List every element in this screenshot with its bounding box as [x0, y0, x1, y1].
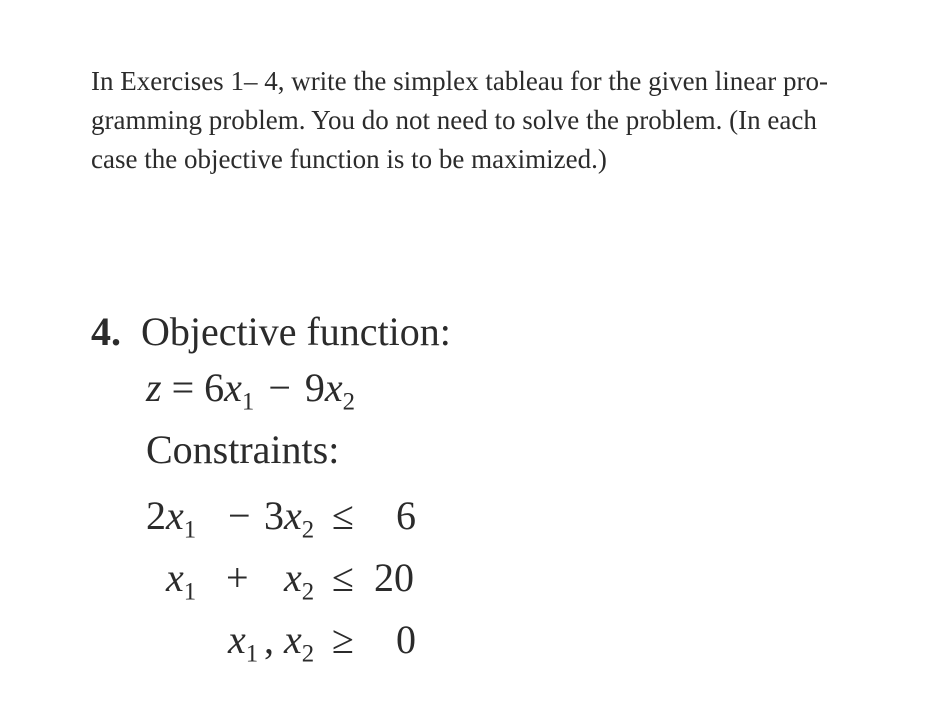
var-x1: x [224, 365, 242, 410]
objective-lhs: z [146, 365, 162, 410]
constraint-row [146, 490, 446, 542]
constraint-relation: ≤ [332, 493, 354, 538]
constraint-var1: $x_1$ [166, 555, 197, 606]
exercise-heading [91, 308, 451, 356]
constraint-relation: ≤ [332, 555, 354, 600]
constraint-var2: $x_2$ [284, 617, 315, 668]
minus-sign: − [268, 365, 291, 410]
constraint-coef2: 3 [264, 493, 284, 538]
objective-equation [146, 364, 356, 416]
objective-function-label: Objective function: [141, 309, 451, 354]
constraint-rhs: 6 [396, 493, 416, 538]
coef-x1: 6 [204, 365, 225, 410]
instructions-line-3: case the objective function is to be maximized.) [91, 144, 607, 174]
constraints-label: Constraints: [146, 427, 340, 472]
instructions-line-2: gramming problem. You do not need to solve the problem. (In each [91, 105, 817, 135]
sub-x1: 1 [241, 388, 255, 416]
coef-x2: 9 [304, 365, 325, 410]
var-x2: x [324, 365, 343, 410]
nonnegativity-constraint [146, 614, 446, 666]
constraint-operator: − [228, 493, 251, 538]
constraint-operator: + [226, 555, 249, 600]
instructions-line-1: In Exercises 1– 4, write the simplex tableau for the given linear pro- [91, 66, 829, 96]
exercise-number: 4. [91, 309, 121, 354]
sub-x2: 2 [342, 388, 356, 416]
constraint-var2: $x_2$ [284, 555, 315, 606]
constraint-var2: $x_2$ [284, 493, 315, 544]
equals-sign: = [171, 365, 195, 410]
constraint-coef1: 2 [146, 493, 166, 538]
constraint-var1: $x_1$ [228, 617, 259, 668]
constraint-var1: $x_1$ [166, 493, 197, 544]
constraint-separator: , [264, 617, 274, 662]
exercise-instructions [91, 62, 931, 179]
constraint-rhs: 0 [396, 617, 416, 662]
constraint-rhs: 20 [374, 555, 414, 600]
constraint-row [146, 552, 446, 604]
constraint-relation: ≥ [332, 617, 354, 662]
